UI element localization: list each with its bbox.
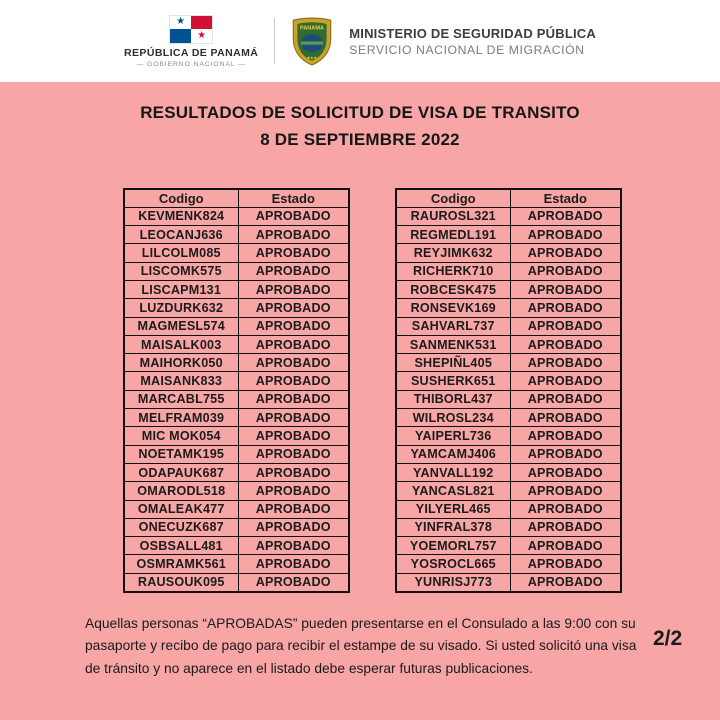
codigo-cell: LISCOMK575: [124, 262, 238, 280]
estado-cell: APROBADO: [510, 482, 621, 500]
estado-cell: APROBADO: [510, 335, 621, 353]
codigo-cell: MIC MOK054: [124, 427, 238, 445]
results-table-right: [395, 188, 622, 593]
estado-cell: APROBADO: [238, 299, 349, 317]
estado-cell: APROBADO: [510, 207, 621, 225]
column-header: Estado: [510, 189, 621, 207]
codigo-cell: MAISANK833: [124, 372, 238, 390]
codigo-cell: MARCABL755: [124, 390, 238, 408]
page-title-line1: RESULTADOS DE SOLICITUD DE VISA DE TRANSITO: [140, 103, 580, 122]
estado-cell: APROBADO: [238, 409, 349, 427]
estado-cell: APROBADO: [510, 354, 621, 372]
estado-cell: APROBADO: [238, 427, 349, 445]
codigo-cell: NOETAMK195: [124, 445, 238, 463]
table-row: [124, 280, 349, 298]
table-row: [396, 280, 621, 298]
codigo-cell: OSMRAMK561: [124, 555, 238, 573]
estado-cell: APROBADO: [510, 409, 621, 427]
estado-cell: APROBADO: [510, 518, 621, 536]
ministry-service: SERVICIO NACIONAL DE MIGRACIÓN: [349, 42, 585, 57]
estado-cell: APROBADO: [238, 335, 349, 353]
estado-cell: APROBADO: [510, 226, 621, 244]
table-row: [396, 226, 621, 244]
estado-cell: APROBADO: [510, 463, 621, 481]
table-row: [124, 335, 349, 353]
table-row: [396, 262, 621, 280]
codigo-cell: RAUROSL321: [396, 207, 510, 225]
flag-blue-star: ★: [170, 16, 191, 30]
estado-cell: APROBADO: [510, 299, 621, 317]
table-row: [396, 244, 621, 262]
codigo-cell: REGMEDL191: [396, 226, 510, 244]
estado-cell: APROBADO: [238, 244, 349, 262]
flag-red-star: ★: [191, 29, 212, 43]
codigo-cell: ROBCESK475: [396, 280, 510, 298]
codigo-cell: OMALEAK477: [124, 500, 238, 518]
codigo-cell: YAIPERL736: [396, 427, 510, 445]
codigo-cell: SHEPIÑL405: [396, 354, 510, 372]
table-row: [396, 555, 621, 573]
estado-cell: APROBADO: [510, 244, 621, 262]
table-row: [396, 445, 621, 463]
table-row: [124, 409, 349, 427]
codigo-cell: SANMENK531: [396, 335, 510, 353]
table-row: [124, 573, 349, 591]
table-row: [396, 372, 621, 390]
codigo-cell: LEOCANJ636: [124, 226, 238, 244]
table-row: [396, 537, 621, 555]
table-row: [124, 354, 349, 372]
results-table-left: [123, 188, 350, 593]
page-number: 2/2: [653, 627, 683, 650]
codigo-cell: SUSHERK651: [396, 372, 510, 390]
estado-cell: APROBADO: [238, 482, 349, 500]
codigo-cell: YANVALL192: [396, 463, 510, 481]
column-header: Codigo: [396, 189, 510, 207]
codigo-cell: MAIHORK050: [124, 354, 238, 372]
codigo-cell: MAGMESL574: [124, 317, 238, 335]
estado-cell: APROBADO: [510, 372, 621, 390]
table-row: [396, 390, 621, 408]
estado-cell: APROBADO: [510, 427, 621, 445]
codigo-cell: YINFRAL378: [396, 518, 510, 536]
logo-divider: [274, 18, 275, 64]
codigo-cell: YILYERL465: [396, 500, 510, 518]
estado-cell: APROBADO: [238, 555, 349, 573]
estado-cell: APROBADO: [238, 500, 349, 518]
codigo-cell: RONSEVK169: [396, 299, 510, 317]
table-row: [396, 500, 621, 518]
estado-cell: APROBADO: [238, 354, 349, 372]
table-row: [124, 555, 349, 573]
flag-blue-quarter: [170, 29, 191, 43]
codigo-cell: REYJIMK632: [396, 244, 510, 262]
estado-cell: APROBADO: [238, 390, 349, 408]
table-row: [124, 299, 349, 317]
codigo-cell: OSBSALL481: [124, 537, 238, 555]
table-row: [396, 482, 621, 500]
table-row: [124, 207, 349, 225]
table-row: [124, 226, 349, 244]
table-row: [124, 500, 349, 518]
flag-red-quarter: [191, 16, 212, 30]
column-header: Codigo: [124, 189, 238, 207]
table-row: [124, 427, 349, 445]
estado-cell: APROBADO: [238, 573, 349, 591]
ministry-text-block: [349, 26, 596, 57]
table-row: [396, 207, 621, 225]
page-title-line2: 8 DE SEPTIEMBRE 2022: [260, 130, 460, 149]
table-row: [124, 372, 349, 390]
table-row: [396, 427, 621, 445]
table-row: [124, 317, 349, 335]
estado-cell: APROBADO: [510, 573, 621, 591]
estado-cell: APROBADO: [510, 262, 621, 280]
estado-cell: APROBADO: [510, 500, 621, 518]
svg-text:PANAMA: PANAMA: [300, 25, 325, 32]
codigo-cell: THIBORL437: [396, 390, 510, 408]
table-row: [124, 482, 349, 500]
table-row: [396, 573, 621, 591]
column-header: Estado: [238, 189, 349, 207]
codigo-cell: RICHERK710: [396, 262, 510, 280]
table-row: [396, 354, 621, 372]
estado-cell: APROBADO: [510, 537, 621, 555]
table-row: [124, 390, 349, 408]
table-row: [396, 409, 621, 427]
header-band: [0, 0, 720, 82]
estado-cell: APROBADO: [238, 207, 349, 225]
table-row: [124, 537, 349, 555]
codigo-cell: ODAPAUK687: [124, 463, 238, 481]
table-row: [124, 445, 349, 463]
table-row: [396, 335, 621, 353]
republic-logo-block: [124, 15, 258, 68]
estado-cell: APROBADO: [238, 317, 349, 335]
codigo-cell: ONECUZK687: [124, 518, 238, 536]
table-row: [396, 317, 621, 335]
codigo-cell: OMARODL518: [124, 482, 238, 500]
codigo-cell: YOEMORL757: [396, 537, 510, 555]
republic-name: REPÚBLICA DE PANAMÁ: [124, 46, 259, 59]
codigo-cell: RAUSOUK095: [124, 573, 238, 591]
estado-cell: APROBADO: [238, 280, 349, 298]
estado-cell: APROBADO: [238, 445, 349, 463]
svg-text:★★★: ★★★: [307, 56, 318, 61]
codigo-cell: YANCASL821: [396, 482, 510, 500]
codigo-cell: LILCOLM085: [124, 244, 238, 262]
table-row: [124, 262, 349, 280]
codigo-cell: YUNRISJ773: [396, 573, 510, 591]
codigo-cell: LUZDURK632: [124, 299, 238, 317]
republic-subtitle: — GOBIERNO NACIONAL —: [136, 60, 246, 68]
estado-cell: APROBADO: [238, 372, 349, 390]
estado-cell: APROBADO: [238, 518, 349, 536]
codigo-cell: WILROSL234: [396, 409, 510, 427]
table-header-row: [124, 189, 349, 207]
codigo-cell: YOSROCL665: [396, 555, 510, 573]
footer-note: Aquellas personas “APROBADAS” pueden presentarse en el Consulado a las 9:00 con su pasaporte y recibo de pago para recibir el estampe de su visado. Si usted solicitó una visa de tránsito y no aparece en el listado debe esperar futuras publicaciones.: [85, 616, 637, 676]
estado-cell: APROBADO: [238, 262, 349, 280]
estado-cell: APROBADO: [238, 463, 349, 481]
estado-cell: APROBADO: [510, 445, 621, 463]
ministry-name: MINISTERIO DE SEGURIDAD PÚBLICA: [349, 25, 596, 41]
table-row: [396, 299, 621, 317]
estado-cell: APROBADO: [238, 537, 349, 555]
table-row: [124, 244, 349, 262]
government-logos: [124, 15, 596, 68]
codigo-cell: MAISALK003: [124, 335, 238, 353]
table-row: [396, 463, 621, 481]
table-row: [124, 518, 349, 536]
estado-cell: APROBADO: [238, 226, 349, 244]
table-row: [124, 463, 349, 481]
codigo-cell: MELFRAM039: [124, 409, 238, 427]
panama-flag-icon: [169, 15, 213, 44]
estado-cell: APROBADO: [510, 390, 621, 408]
migration-shield-icon: [291, 16, 333, 66]
codigo-cell: LISCAPM131: [124, 280, 238, 298]
page-title: [0, 99, 720, 153]
codigo-cell: SAHVARL737: [396, 317, 510, 335]
codigo-cell: KEVMENK824: [124, 207, 238, 225]
estado-cell: APROBADO: [510, 317, 621, 335]
codigo-cell: YAMCAMJ406: [396, 445, 510, 463]
table-row: [396, 518, 621, 536]
table-header-row: [396, 189, 621, 207]
estado-cell: APROBADO: [510, 280, 621, 298]
estado-cell: APROBADO: [510, 555, 621, 573]
